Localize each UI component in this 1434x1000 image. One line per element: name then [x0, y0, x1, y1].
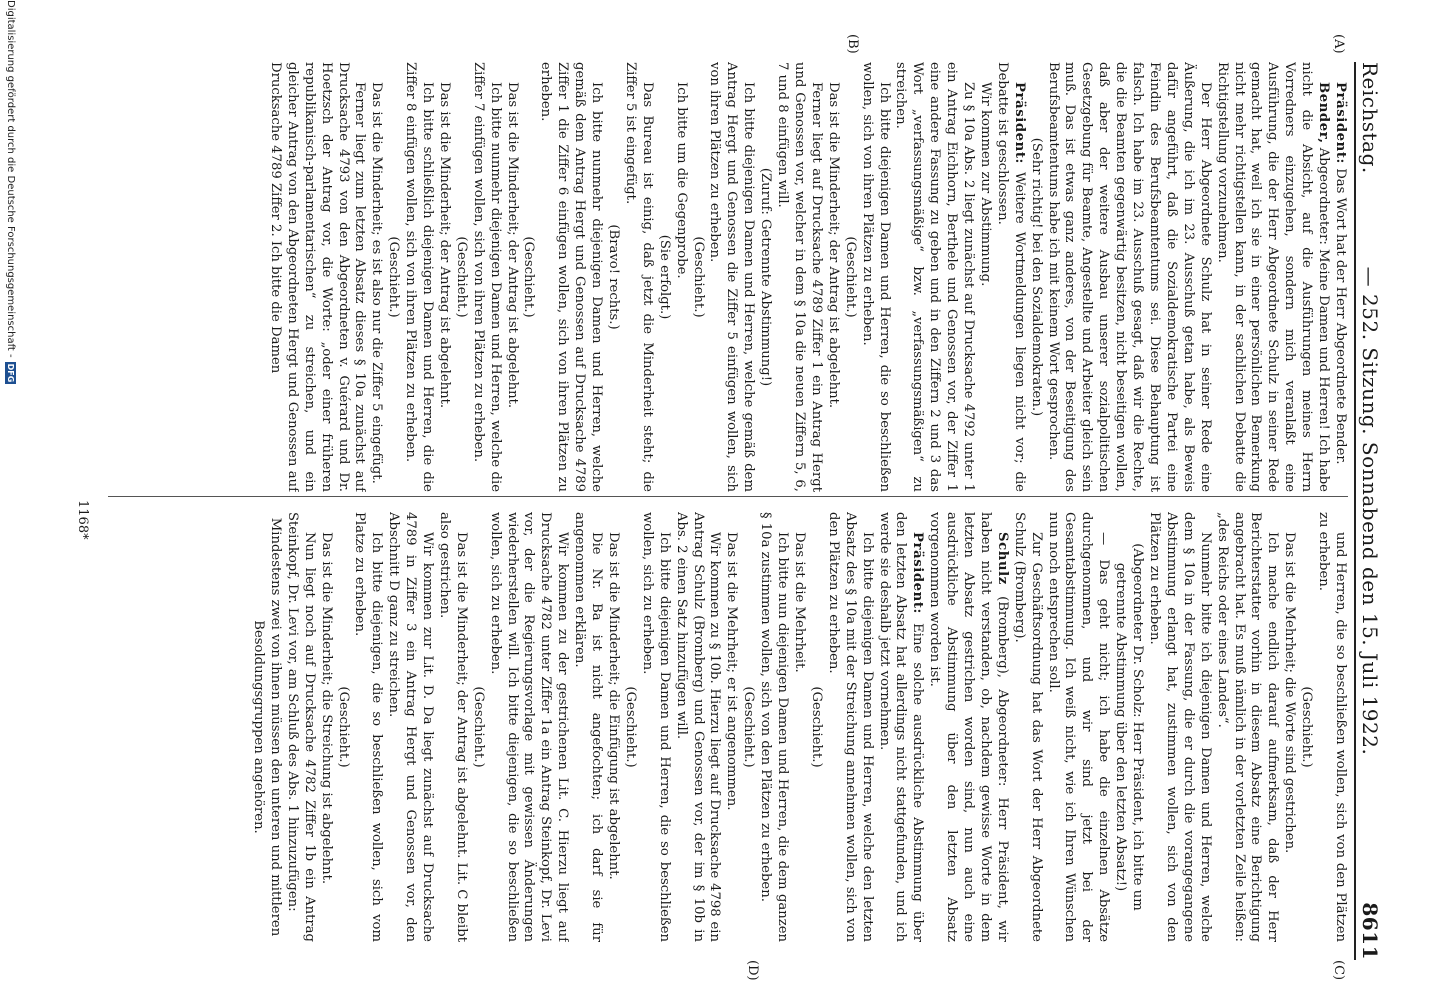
dfg-logo: DFG	[6, 363, 15, 383]
paragraph-text: (Bravo! rechts.)	[606, 224, 622, 330]
stage-direction	[249, 512, 283, 942]
paragraph-text: Wir kommen zur Lit. D. Da liegt zunächst auf Drucksache 4789 in Ziffer 3 ein Antrag Hergt und Genossen vor, den Abschnitt D ganz zu streichen.	[386, 512, 436, 942]
stage-direction	[604, 62, 621, 492]
paragraph-text: (Geschieht.)	[521, 236, 537, 318]
paragraph	[858, 62, 892, 492]
paragraph	[469, 62, 503, 492]
paragraph-text: (Geschieht.)	[1299, 686, 1315, 768]
paragraph	[1044, 512, 1112, 942]
paragraph	[1145, 512, 1213, 942]
paragraph-text: (Geschieht.)	[622, 686, 638, 768]
speaker-name: Schulz	[994, 532, 1010, 585]
paragraph	[401, 62, 435, 492]
paragraph	[621, 62, 655, 492]
paragraph-text: Ferner liegt auf Drucksache 4789 Ziffer 1 ein Antrag Hergt und Genossen vor, welcher in dem § 10a die neuen Ziffern 5, 6, 7 und 8 einfügen will.	[775, 62, 824, 492]
paragraph-text: (Zuruf: Getrennte Abstimmung!)	[758, 167, 774, 387]
paragraph-text: Das ist die Mehrheit.	[792, 532, 807, 673]
paragraph-text: Das ist die Minderheit; der Antrag ist abgelehnt. Lit. C bleibt also gestrichen.	[436, 512, 469, 942]
speech-paragraph	[925, 512, 1010, 942]
paragraph-text: Abgeordneter: Meine Damen und Herren! Ich habe nicht die Absicht, auf die Ausführungen meines Herrn Vorredners einzugehen, sondern mich veranlaßt eine Ausführung, die der Herr Abgeordnete Schulz in seiner Rede gemacht hat, weil ich sie in einer persönlichen Bemerkung nicht mehr richtigstellen kann, in der sachlichen Debatte die Richtigstellung vorzunehmen.	[1214, 62, 1332, 492]
paragraph-text: Wir kommen zu der gestrichenen Lit. C. Hierzu liegt auf Drucksache 4782 unter Ziffer 1a ein Antrag Steinkopf, Dr. Levi vor, der die Regierungsvorlage mit gewissen Änderungen wiederherstellen will. Ich bitte diejenigen, die so beschließen wollen, sich zu erheben.	[487, 512, 571, 942]
paragraph-text: (Geschieht.)	[808, 686, 824, 768]
paragraph-text: Nun liegt noch auf Drucksache 4782 Ziffer 1b ein Antrag Steinkopf, Dr. Levi vor, am Schluß des Abs. 1 hinzuzufügen:	[284, 512, 317, 942]
paragraph-text: Zu § 10a Abs. 2 liegt zunächst auf Drucksache 4792 unter 1 ein Antrag Eichhorn, Berthele und Genossen vor, der Ziffer 1 eine andere Fassung zu geben und in den Ziffern 2 und 3 das Wort „verfassungsmäßige“ bzw. „verfassungsmäßigen“ zu streichen.	[893, 62, 977, 492]
paragraph-text: Das ist die Minderheit; der Antrag ist abgelehnt.	[436, 82, 452, 409]
stage-direction	[334, 512, 351, 942]
paragraph	[1280, 512, 1297, 942]
paragraph-text: Nunmehr bitte ich diejenigen Damen und Herren, welche dem § 10a in der Fassung, die er durch die vorangegangene Abstimmung erlangt hat, zustimmen wollen, sich von den Plätzen zu erheben.	[1147, 512, 1213, 942]
paragraph-text: Das ist die Mehrheit; er ist angenommen.	[724, 532, 740, 811]
stage-direction	[655, 62, 672, 492]
paragraph	[266, 62, 367, 492]
paragraph	[367, 62, 384, 492]
speaker-name: Präsident:	[910, 532, 926, 615]
paragraph-text: und Herren, die so beschließen wollen, sich von den Plätzen zu erheben.	[1316, 512, 1348, 942]
paragraph	[1044, 62, 1213, 492]
paragraph-text: Das ist die Minderheit; der Antrag ist abgelehnt.	[504, 82, 520, 409]
left-column	[98, 62, 1348, 492]
paragraph	[503, 62, 520, 492]
paragraph-text: Die Nr. Ba ist nicht angefochten; ich darf sie für angenommen erklären.	[572, 512, 605, 942]
paragraph-text: (Sie erfolgt.)	[656, 234, 672, 320]
paragraph	[570, 512, 604, 942]
stage-direction	[384, 62, 401, 492]
paragraph-text: Das ist die Mehrheit; die Worte sind gestrichen.	[1282, 532, 1298, 854]
paragraph-text: (Geschieht.)	[335, 686, 351, 768]
paragraph-text: Der Herr Abgeordnete Schulz hat in seiner Rede eine Äußerung, die ich im 23. Ausschuß getan habe, als Beweis dafür angeführt, daß die Sozialdemokratische Partei eine Feindin des Berufsbeamtentums sei. Diese Behauptung ist falsch. Ich habe im 23. Ausschuß gesagt, daß wir die Rechte, die die Beamten gegenwärtig besitzen, nicht beseitigen wollen, daß aber der weitere Ausbau unserer sozialpolitischen Gesetzgebung für Beamte, Angestellte und Arbeiter gleich sein muß. Das ist etwas ganz anderes, von der Beseitigung des Berufsbeamtentums habe ich mit keinem Wort gesprochen.	[1045, 62, 1213, 492]
paragraph-text: Das Bureau ist einig, daß jetzt die Minderheit steht; die Ziffer 5 ist eingefügt.	[622, 62, 655, 492]
speech-paragraph	[1213, 62, 1331, 492]
column-divider	[108, 496, 1348, 497]
stage-direction	[1111, 512, 1145, 942]
page-footer-signature: 1168*	[75, 500, 90, 540]
paragraph	[435, 512, 469, 942]
stage-direction	[621, 512, 638, 942]
paragraph	[824, 62, 841, 492]
paragraph-text: Das Wort hat der Herr Abgeordnete Bender.	[1333, 168, 1348, 465]
paragraph-text: Ich bitte nun diejenigen Damen und Herren, die dem ganzen § 10a zustimmen wollen, sich von den Plätzen zu erheben.	[758, 512, 791, 942]
paragraph-text: (Geschieht.)	[690, 236, 706, 318]
stage-direction	[469, 512, 486, 942]
margin-marker-c: (C)	[1331, 960, 1346, 981]
paragraph	[672, 62, 689, 492]
paragraph-text: (Geschieht.)	[470, 686, 486, 768]
speech-paragraph	[993, 62, 1027, 492]
stage-direction	[520, 62, 537, 492]
paragraph-text: Ich bitte um die Gegenprobe.	[673, 82, 689, 279]
paragraph	[435, 62, 452, 492]
paragraph-text: Wir kommen zu § 10b. Hierzu liegt auf Drucksache 4798 ein Antrag Schulz (Bromberg) und Genossen vor, der im § 10b in Abs. 2 einen Satz hinzufügen will.	[673, 512, 723, 942]
paragraph-text: (Geschieht.)	[386, 236, 402, 318]
margin-marker-b: (B)	[845, 34, 860, 54]
speaker-name: Bender,	[1316, 82, 1332, 144]
paragraph-text: Ich mache endlich darauf aufmerksam, daß der Herr Berichterstatter vorhin in diesem Absatz eine Berichtigung angebracht hat. Es muß nämlich in der vorletzten Zeile heißen: „des Reichs oder eines Landes“.	[1214, 512, 1281, 942]
paragraph	[976, 62, 993, 492]
stage-direction	[1297, 512, 1314, 942]
paragraph-text: Ferner liegt zum letzten Absatz dieses § 10a zunächst auf Drucksache 4793 von den Abgeordneten v. Guérard und Dr. Hoetzsch der Antrag vor, die Worte: „oder einer früheren republikanisch-parlamentarischen“ zu streichen, und ein gleicher Antrag von den Abgeordneten Hergt und Genossen auf Drucksache 4789 Ziffer 2. Ich bitte die Damen	[267, 62, 368, 492]
paragraph-text: Zur Geschäftsordnung hat das Wort der Herr Abgeordnete Schulz (Bromberg).	[1011, 512, 1044, 942]
paragraph-text: Das ist die Minderheit; der Antrag ist abgelehnt.	[825, 82, 841, 409]
paragraph	[824, 512, 875, 942]
paragraph-text: (Geschieht.)	[842, 236, 858, 318]
paragraph-text: Das ist die Minderheit; es ist also nur die Ziffer 5 eingefügt.	[369, 82, 385, 484]
page-number: 8611	[1358, 902, 1382, 960]
paragraph-text: Ich bitte nunmehr diejenigen Damen und Herren, welche gemäß dem Antrag Hergt und Genossen auf Drucksache 4789 Ziffer 1 die Ziffer 6 einfügen wollen, sich von ihren Plätzen zu erheben.	[538, 62, 605, 492]
margin-marker-d: (D)	[745, 960, 760, 981]
right-column	[98, 512, 1348, 942]
speech-paragraph	[1331, 62, 1348, 492]
paragraph-text: Ich bitte diejenigen Damen und Herren, welche den letzten Absatz des § 10a mit der Streichung annehmen wollen, sich von den Plätzen zu erheben.	[825, 512, 875, 942]
paragraph	[1010, 512, 1044, 942]
paragraph-text: Mindestens zwei von ihnen müssen den unteren und mittleren Besoldungsgruppen angehören.	[251, 517, 283, 937]
paragraph-text: (Sehr richtig! bei den Sozialdemokraten.)	[1028, 137, 1044, 417]
stage-direction	[756, 62, 773, 492]
header-left: Reichstag.	[1358, 62, 1382, 174]
paragraph-text: (Bromberg), Abgeordneter: Herr Präsident, wir haben nicht verstanden, ob, nachdem gewisse Worte in dem letzten Absatz gestrichen worden sind, nun auch eine ausdrückliche Abstimmung über den letzten Absatz vorgenommen worden ist.	[927, 512, 1010, 942]
paragraph-text: Weitere Wortmeldungen liegen nicht vor; die Debatte ist geschlossen.	[994, 62, 1027, 492]
paragraph	[317, 512, 334, 942]
page-header	[1354, 62, 1386, 960]
paragraph	[384, 512, 435, 942]
margin-marker-a: (A)	[1331, 34, 1346, 54]
speaker-name: Präsident:	[1011, 82, 1027, 165]
speaker-name: Präsident:	[1333, 82, 1348, 165]
stage-direction	[452, 62, 469, 492]
paragraph-text: Ich bitte diejenigen Damen und Herren, die so beschließen wollen, sich von ihren Plätzen zu erheben.	[859, 62, 892, 492]
paragraph	[486, 512, 571, 942]
paragraph-text: Ich bitte nunmehr diejenigen Damen und Herren, welche die Ziffer 7 einfügen wollen, sich von ihren Plätzen zu erheben.	[470, 62, 503, 492]
paragraph	[604, 512, 621, 942]
paragraph-text: Wir kommen zur Abstimmung.	[977, 82, 993, 287]
funding-text: Digitalisierung gefördert durch die Deutsche Forschungsgemeinschaft -	[5, 0, 16, 358]
paragraph	[537, 62, 605, 492]
paragraph	[1314, 512, 1348, 942]
paragraph	[638, 512, 672, 942]
stage-direction	[739, 512, 756, 942]
funding-note	[5, 0, 16, 1000]
paragraph-text: Ich bitte diejenigen Damen und Herren, welche gemäß dem Antrag Hergt und Genossen die Ziffer 5 einfügen wollen, sich von ihren Plätzen zu erheben.	[707, 62, 757, 492]
paragraph-text: Das ist die Minderheit; die Einfügung ist abgelehnt.	[606, 532, 622, 880]
paragraph	[773, 62, 824, 492]
stage-direction	[689, 62, 706, 492]
paragraph	[790, 512, 807, 942]
stage-direction	[807, 512, 824, 942]
paragraph-text: (Geschieht.)	[453, 236, 469, 318]
paragraph	[722, 512, 739, 942]
stage-direction	[1027, 62, 1044, 492]
paragraph-text: Ich bitte diejenigen, die so beschließen wollen, sich vom Platze zu erheben.	[352, 512, 385, 942]
paragraph-text: Das ist die Minderheit; die Streichung ist abgelehnt.	[318, 532, 334, 885]
paragraph	[283, 512, 317, 942]
speech-paragraph	[875, 512, 926, 942]
paragraph	[351, 512, 385, 942]
paragraph-text: — Das geht nicht; ich habe die einzelnen Absätze durchgenommen, und wir sind jetzt bei der Gesamtabstimmung. Ich weiß nicht, wie ich Ihren Wünschen nun noch entsprechen soll.	[1045, 512, 1112, 942]
paragraph-text: (Geschieht.)	[741, 686, 757, 768]
header-center: — 252. Sitzung. Sonnabend den 15. Juli 1922.	[1358, 266, 1382, 756]
paragraph-text: (Abgeordneter Dr. Scholz: Herr Präsident, ich bitte um getrennte Abstimmung über den letzten Absatz!)	[1113, 543, 1146, 911]
paragraph	[1213, 512, 1281, 942]
paragraph	[756, 512, 790, 942]
paragraph-text: Eine solche ausdrückliche Abstimmung über den letzten Absatz hat allerdings nicht stattgefunden, und ich werde sie deshalb jetzt vornehmen.	[876, 512, 926, 942]
stage-direction	[841, 62, 858, 492]
paragraph-text: Ich bitte schließlich diejenigen Damen und Herren, die die Ziffer 8 einfügen wollen, sich von ihren Plätzen zu erheben.	[403, 62, 436, 492]
paragraph	[672, 512, 723, 942]
paragraph-text: Ich bitte diejenigen Damen und Herren, die so beschließen wollen, sich zu erheben.	[639, 512, 672, 942]
paragraph	[706, 62, 757, 492]
paragraph	[892, 62, 977, 492]
